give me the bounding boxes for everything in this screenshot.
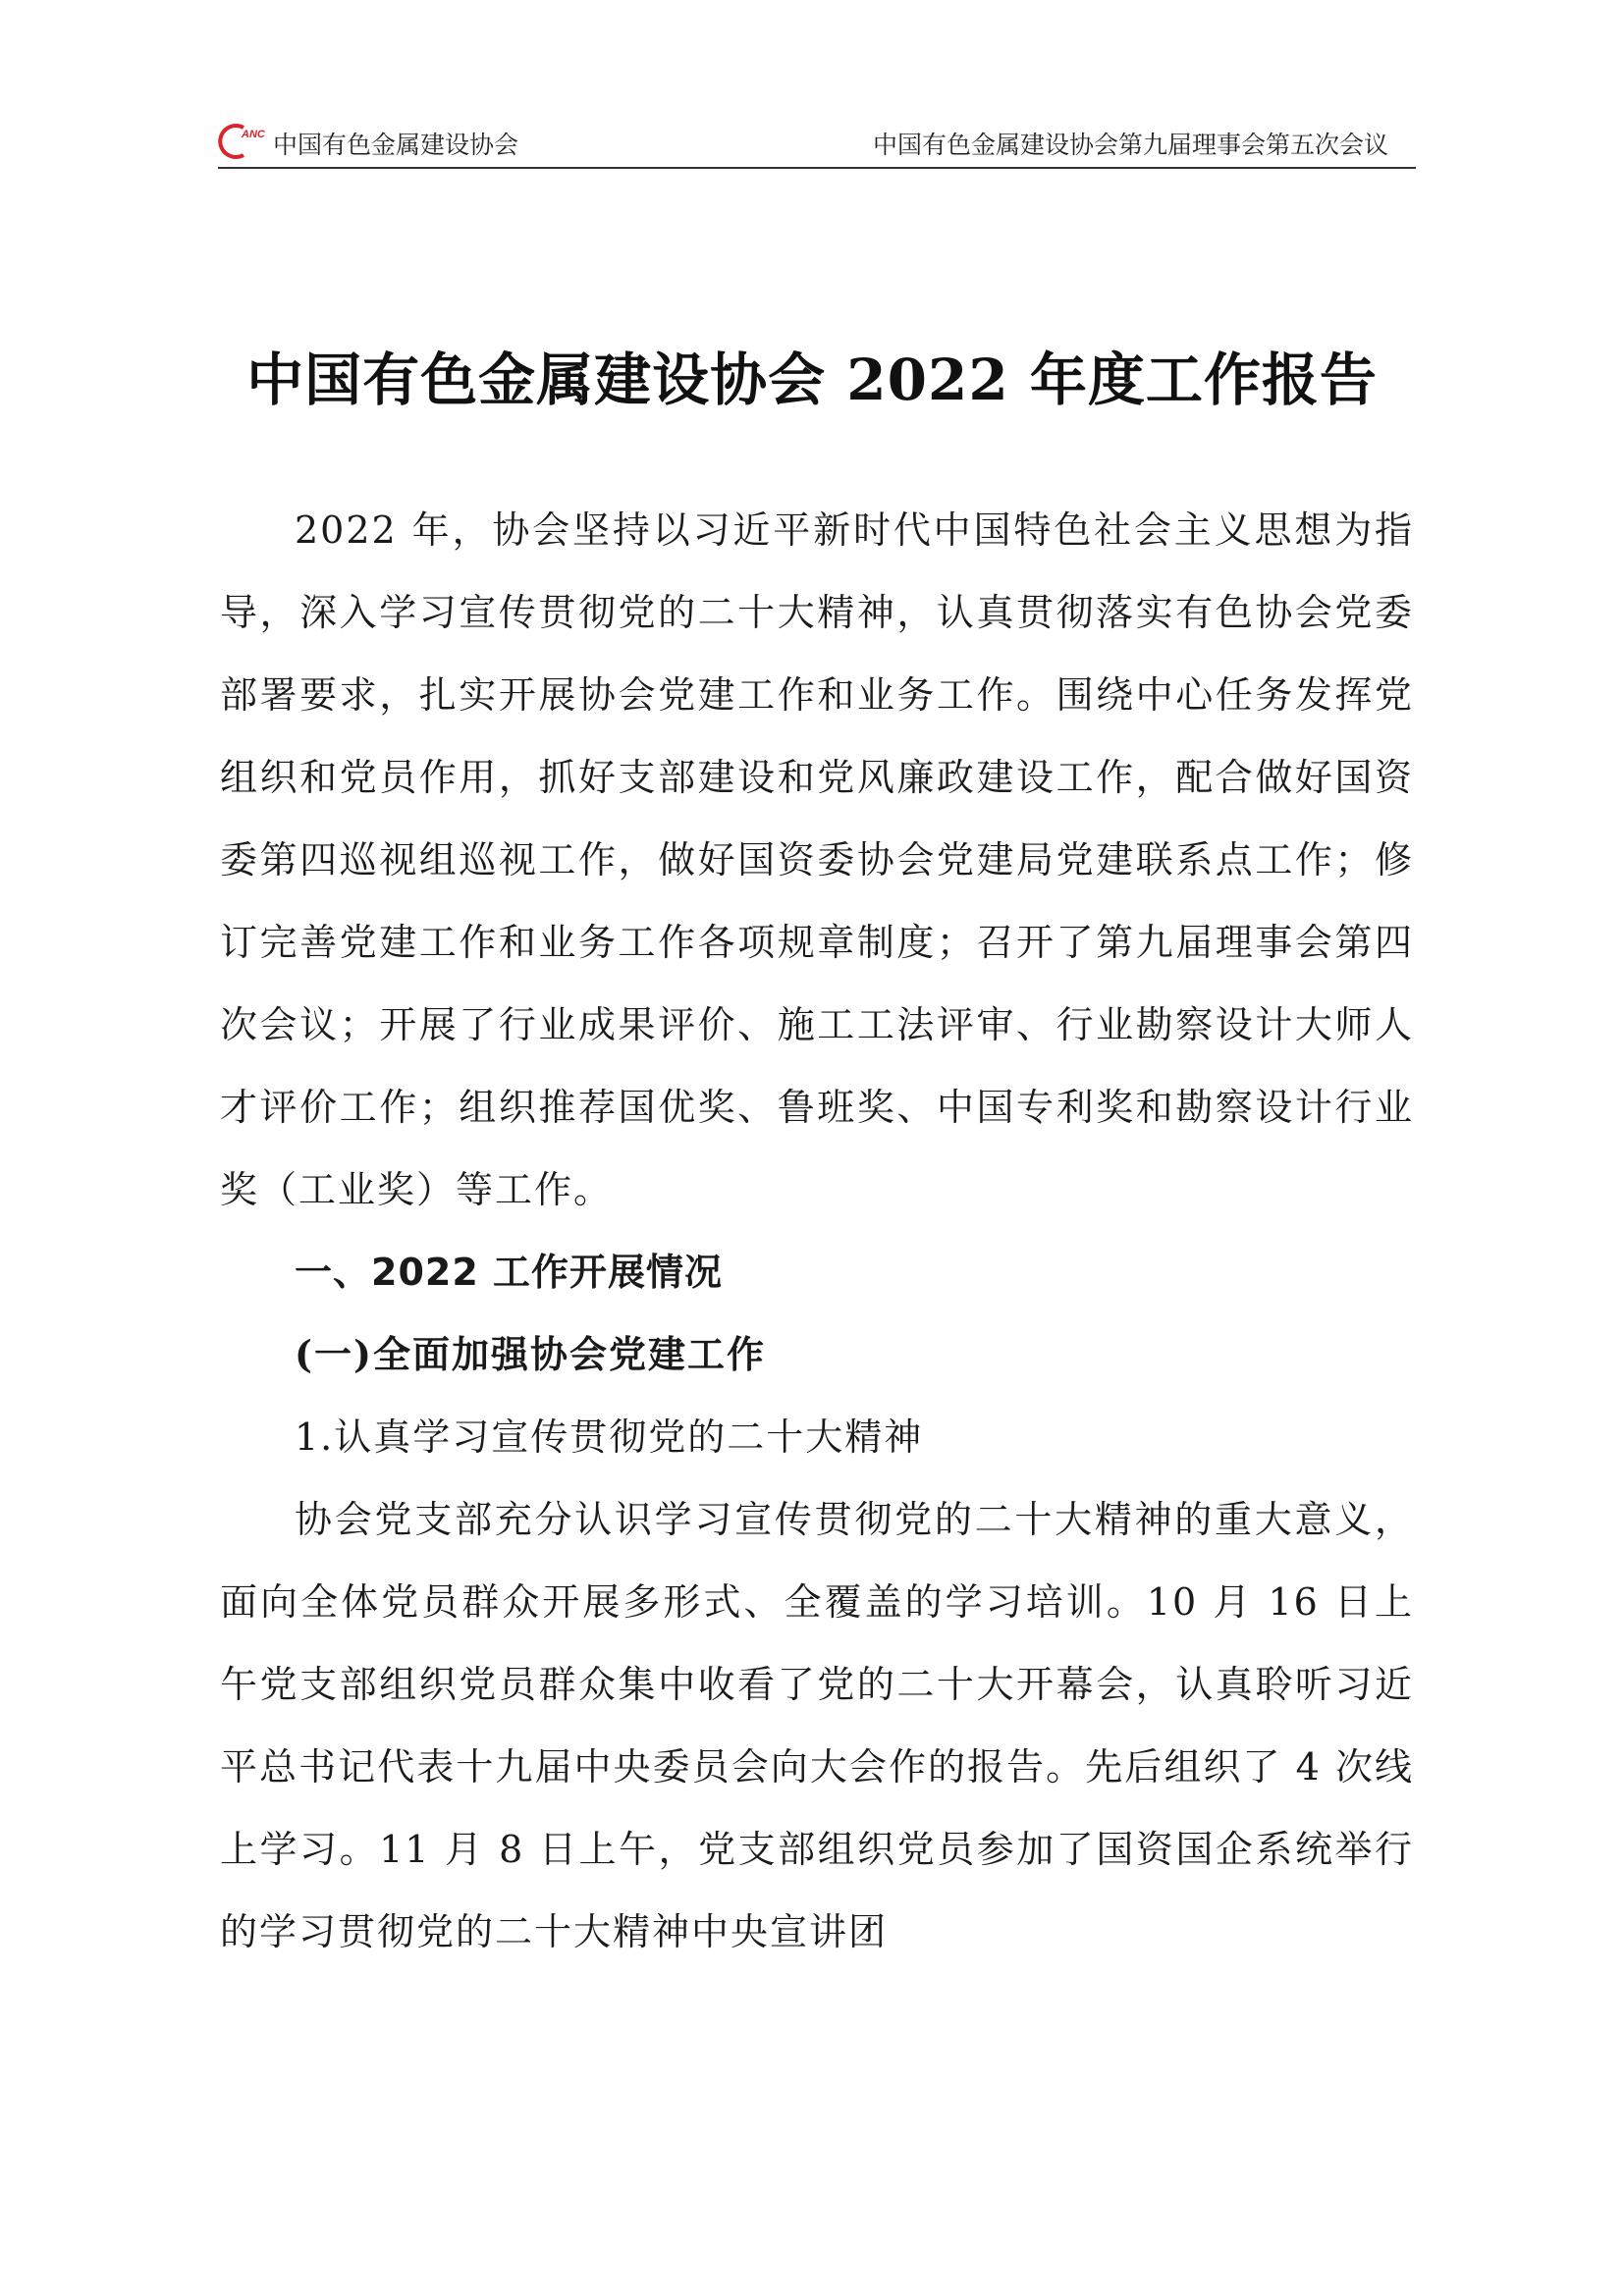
intro-paragraph: 2022 年，协会坚持以习近平新时代中国特色社会主义思想为指导，深入学习宣传贯彻党的二十大精神，认真贯彻落实有色协会党委部署要求，扎实开展协会党建工作和业务工作。围绕中心任务发挥党组织和党员作用，抓好支部建设和党风廉政建设工作，配合做好国资委第四巡视组巡视工作，做好国资委协会党建局党建联系点工作；修订完善党建工作和业务工作各项规章制度；召开了第九届理事会第四次会议；开展了行业成果评价、施工工法评审、行业勘察设计大师人才评价工作；组织推荐国优奖、鲁班奖、中国专利奖和勘察设计行业奖（工业奖）等工作。 [220,508,1414,1211]
document-body [220,489,1414,1973]
page-header [218,116,1416,169]
item-heading: 1.认真学习宣传贯彻党的二十大精神 [295,1415,924,1459]
header-organization-name: 中国有色金属建设协会 [273,131,519,159]
section-heading: 一、2022 工作开展情况 [295,1251,723,1294]
document-title: 中国有色金属建设协会 2022 年度工作报告 [246,346,1378,413]
item-paragraph: 协会党支部充分认识学习宣传贯彻党的二十大精神的重大意义，面向全体党员群众开展多形式、全覆盖的学习培训。10 月 16 日上午党支部组织党员群众集中收看了党的二十大开幕会，认真聆听习近平总书记代表十九届中央委员会向大会作的报告。先后组织了 4 次线上学习。11 月 8 日上午，党支部组织党员参加了国资国企系统举行的学习贯彻党的二十大精神中央宣讲团 [220,1498,1414,1953]
subsection-heading: (一)全面加强协会党建工作 [295,1332,766,1376]
anc-logo-icon [218,122,269,161]
header-meeting-name: 中国有色金属建设协会第九届理事会第五次会议 [872,131,1388,159]
logo-text: ANC [242,129,265,140]
